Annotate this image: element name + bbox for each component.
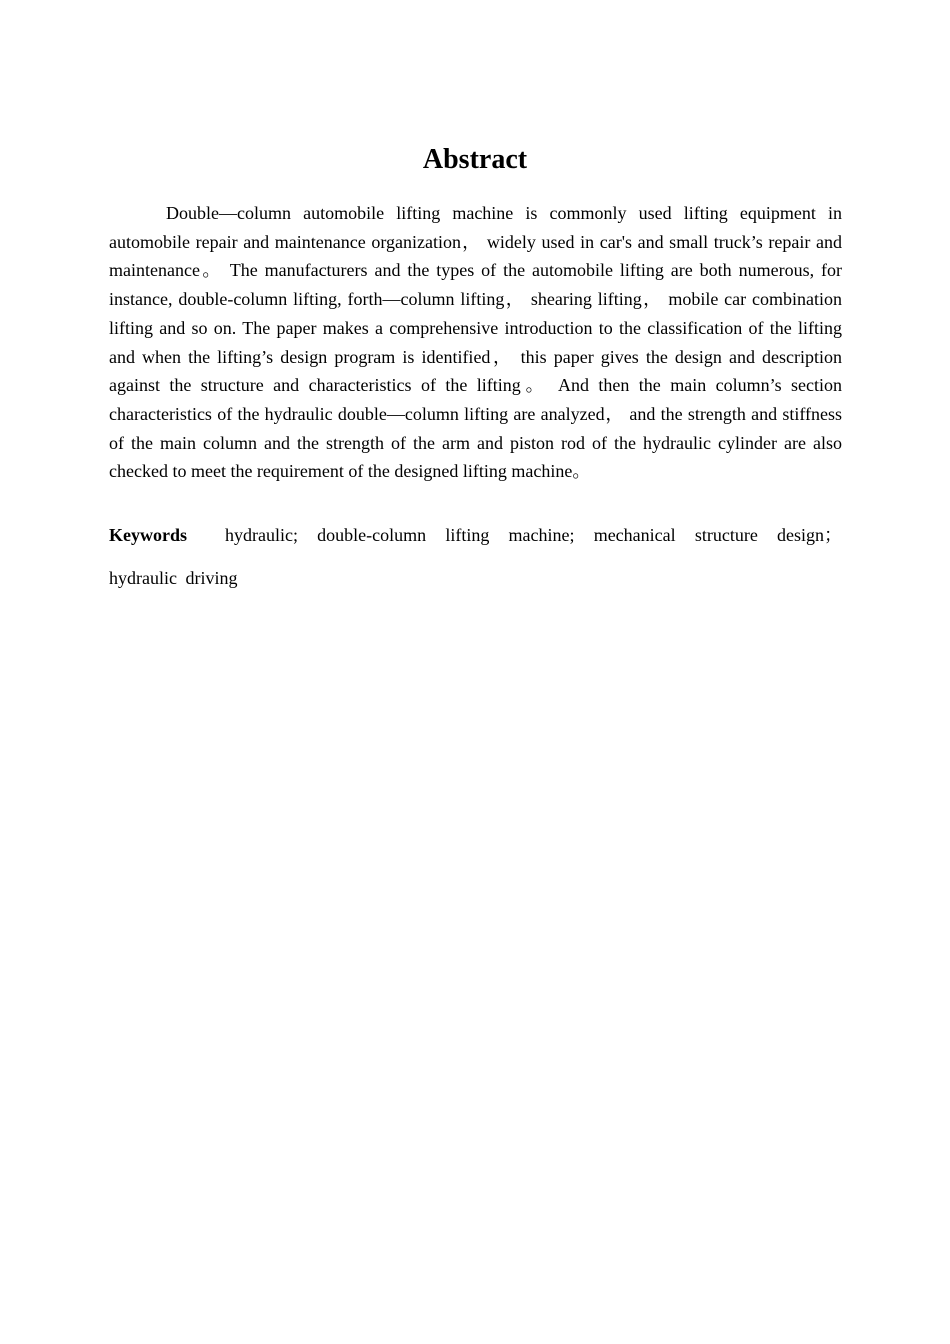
- keywords-label: Keywords: [109, 525, 187, 545]
- keywords-line: [109, 514, 842, 600]
- abstract-title: Abstract: [422, 144, 528, 175]
- abstract-body: Double—column automobile lifting machine is commonly used lifting equipment in automobile repair and maintenance organization， widely used in car's and small truck’s repair and maintenance。 The manufacturers and the types of the automobile lifting are both numerous, for instance, double-column lifting, forth—column lifting， shearing lifting， mobile car combination lifting and so on. The paper makes a comprehensive introduction to the classification of the lifting and when the lifting’s design program is identified， this paper gives the design and description against the structure and characteristics of the lifting。 And then the main column’s section characteristics of the hydraulic double—column lifting are analyzed， and the strength and stiffness of the main column and the strength of the arm and piston rod of the hydraulic cylinder are also checked to meet the requirement of the designed lifting machine。: [109, 203, 842, 482]
- keywords-text: hydraulic; double-column lifting machine; mechanical structure design； hydraulic driving: [109, 525, 842, 588]
